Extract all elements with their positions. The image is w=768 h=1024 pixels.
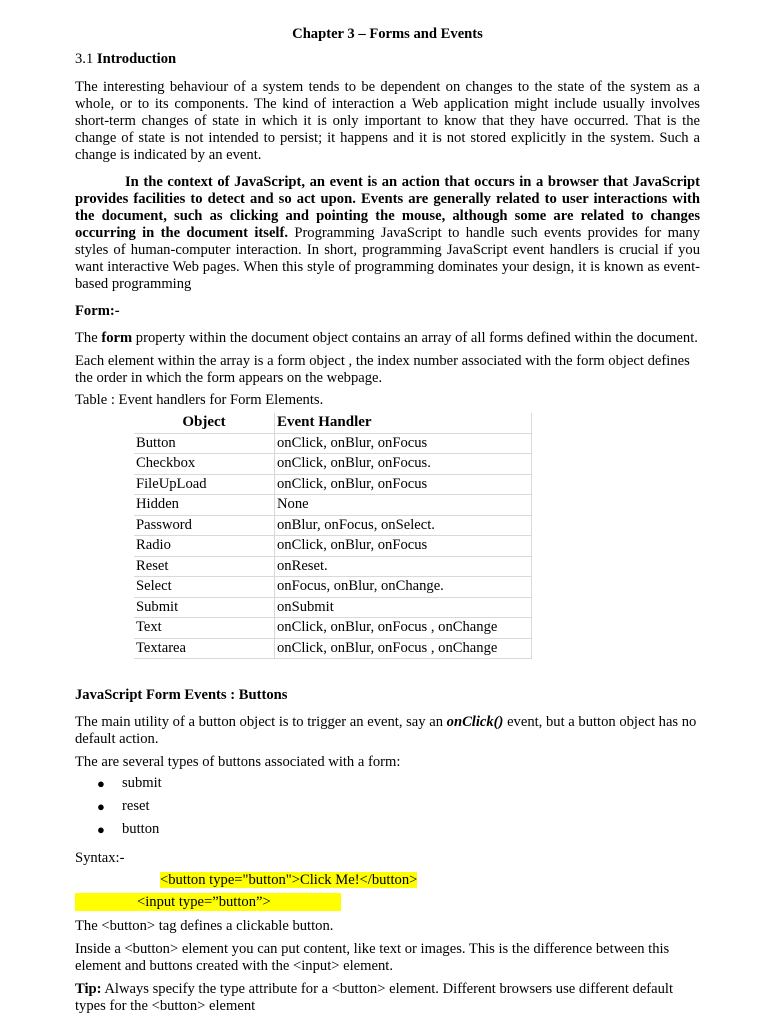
tip-text: Always specify the type attribute for a <button> element. Different browsers use different default types for the <button> element	[75, 981, 674, 1014]
bullet-icon: ●	[97, 799, 105, 814]
button-tag-paragraph: The <button> tag defines a clickable button.	[75, 918, 334, 934]
object-cell: Select	[134, 577, 275, 598]
button-content-paragraph: Inside a <button> element you can put content, like text or images. This is the difference between this element and buttons created with the <input> element.	[75, 941, 670, 974]
table-row	[134, 495, 532, 516]
buttons-p1-after: event, but a button object has no default action.	[75, 714, 697, 747]
handler-cell: onClick, onBlur, onFocus.	[275, 454, 532, 475]
object-cell: Text	[134, 618, 275, 639]
section-title: Introduction	[96, 51, 177, 67]
highlighted-code-input: <input type=”button”>	[75, 893, 341, 911]
handler-cell: onClick, onBlur, onFocus	[275, 433, 532, 454]
list-item	[75, 798, 700, 821]
intro-paragraph-2-bold: In the context of JavaScript, an event is an action that occurs in a browser that JavaScript provides facilities to detect and so act upon. Events are generally related to user interactions with the document, such as clicking and pointing the mouse, although some are related to changes occurring in the document itself.	[75, 174, 700, 241]
object-cell: Radio	[134, 536, 275, 557]
object-cell: Reset	[134, 556, 275, 577]
table-caption: Table : Event handlers for Form Elements.	[75, 392, 324, 408]
buttons-paragraph-2: The are several types of buttons associated with a form:	[75, 754, 401, 770]
list-item	[75, 775, 700, 798]
bullet-icon: ●	[97, 776, 105, 791]
table-row	[134, 638, 532, 659]
buttons-heading: JavaScript Form Events : Buttons	[75, 687, 288, 703]
syntax-code-input	[75, 893, 700, 915]
table-row	[134, 597, 532, 618]
table-header-row	[134, 413, 532, 433]
object-cell: Password	[134, 515, 275, 536]
object-cell: Button	[134, 433, 275, 454]
header-event-handler: Event Handler	[275, 413, 532, 433]
section-number: 3.1	[75, 51, 94, 67]
handler-cell: onClick, onBlur, onFocus , onChange	[275, 638, 532, 659]
button-types-list	[75, 775, 700, 844]
list-item-label: reset	[122, 798, 150, 814]
handler-cell: onSubmit	[275, 597, 532, 618]
list-item-label: submit	[122, 775, 162, 791]
object-cell: FileUpLoad	[134, 474, 275, 495]
list-item	[75, 821, 700, 844]
table-row	[134, 433, 532, 454]
buttons-paragraph-1	[75, 714, 700, 748]
handler-cell: onFocus, onBlur, onChange.	[275, 577, 532, 598]
tip-paragraph	[75, 981, 700, 1015]
chapter-title: Chapter 3 – Forms and Events	[292, 26, 483, 42]
handler-cell: onClick, onBlur, onFocus , onChange	[275, 618, 532, 639]
event-handlers-table	[134, 413, 532, 659]
table-row	[134, 556, 532, 577]
highlighted-code-button: <button type="button">Click Me!</button>	[160, 872, 418, 888]
form-p1-before: The	[75, 330, 102, 346]
onclick-emphasis: onClick()	[446, 714, 504, 730]
handler-cell: onClick, onBlur, onFocus	[275, 536, 532, 557]
document-page	[75, 26, 700, 1015]
form-paragraph-2: Each element within the array is a form object , the index number associated with the form object defines the order in which the form appears on the webpage.	[75, 353, 690, 386]
table-row	[134, 577, 532, 598]
table-row	[134, 454, 532, 475]
table-row	[134, 474, 532, 495]
form-paragraph-1	[75, 330, 700, 347]
bullet-icon: ●	[97, 822, 105, 837]
table-row	[134, 515, 532, 536]
list-item-label: button	[122, 821, 160, 837]
object-cell: Checkbox	[134, 454, 275, 475]
handler-cell: onClick, onBlur, onFocus	[275, 474, 532, 495]
intro-paragraph-1: The interesting behaviour of a system tends to be dependent on changes to the state of the system as a whole, or to its components. The kind of interaction a Web application might include usually involves short-term changes of state in which it is only important to know that they have occurred. That is the change of state is not intended to persist; it happens and it is not stored explicitly in the system. Such a change is indicated by an event.	[75, 79, 700, 163]
handler-cell: None	[275, 495, 532, 516]
intro-paragraph-2	[75, 174, 700, 293]
tip-label: Tip:	[75, 981, 102, 997]
table-row	[134, 536, 532, 557]
intro-heading	[75, 51, 700, 68]
buttons-p1-before: The main utility of a button object is to trigger an event, say an	[75, 714, 447, 730]
intro-paragraph-2-rest: Programming JavaScript to handle such events provides for many styles of human-computer interaction. In short, programming JavaScript event handlers is crucial if you want interactive Web pages. When this style of programming dominates your design, it is known as event-based programming	[75, 225, 701, 292]
table-row	[134, 618, 532, 639]
syntax-label: Syntax:-	[75, 850, 125, 866]
handler-cell: onReset.	[275, 556, 532, 577]
object-cell: Textarea	[134, 638, 275, 659]
syntax-code-button	[75, 871, 700, 893]
header-object: Object	[134, 413, 275, 433]
object-cell: Hidden	[134, 495, 275, 516]
form-heading: Form:-	[75, 303, 120, 319]
object-cell: Submit	[134, 597, 275, 618]
handler-cell: onBlur, onFocus, onSelect.	[275, 515, 532, 536]
form-p1-after: property within the document object contains an array of all forms defined within the document.	[132, 330, 698, 346]
form-keyword: form	[101, 330, 133, 346]
